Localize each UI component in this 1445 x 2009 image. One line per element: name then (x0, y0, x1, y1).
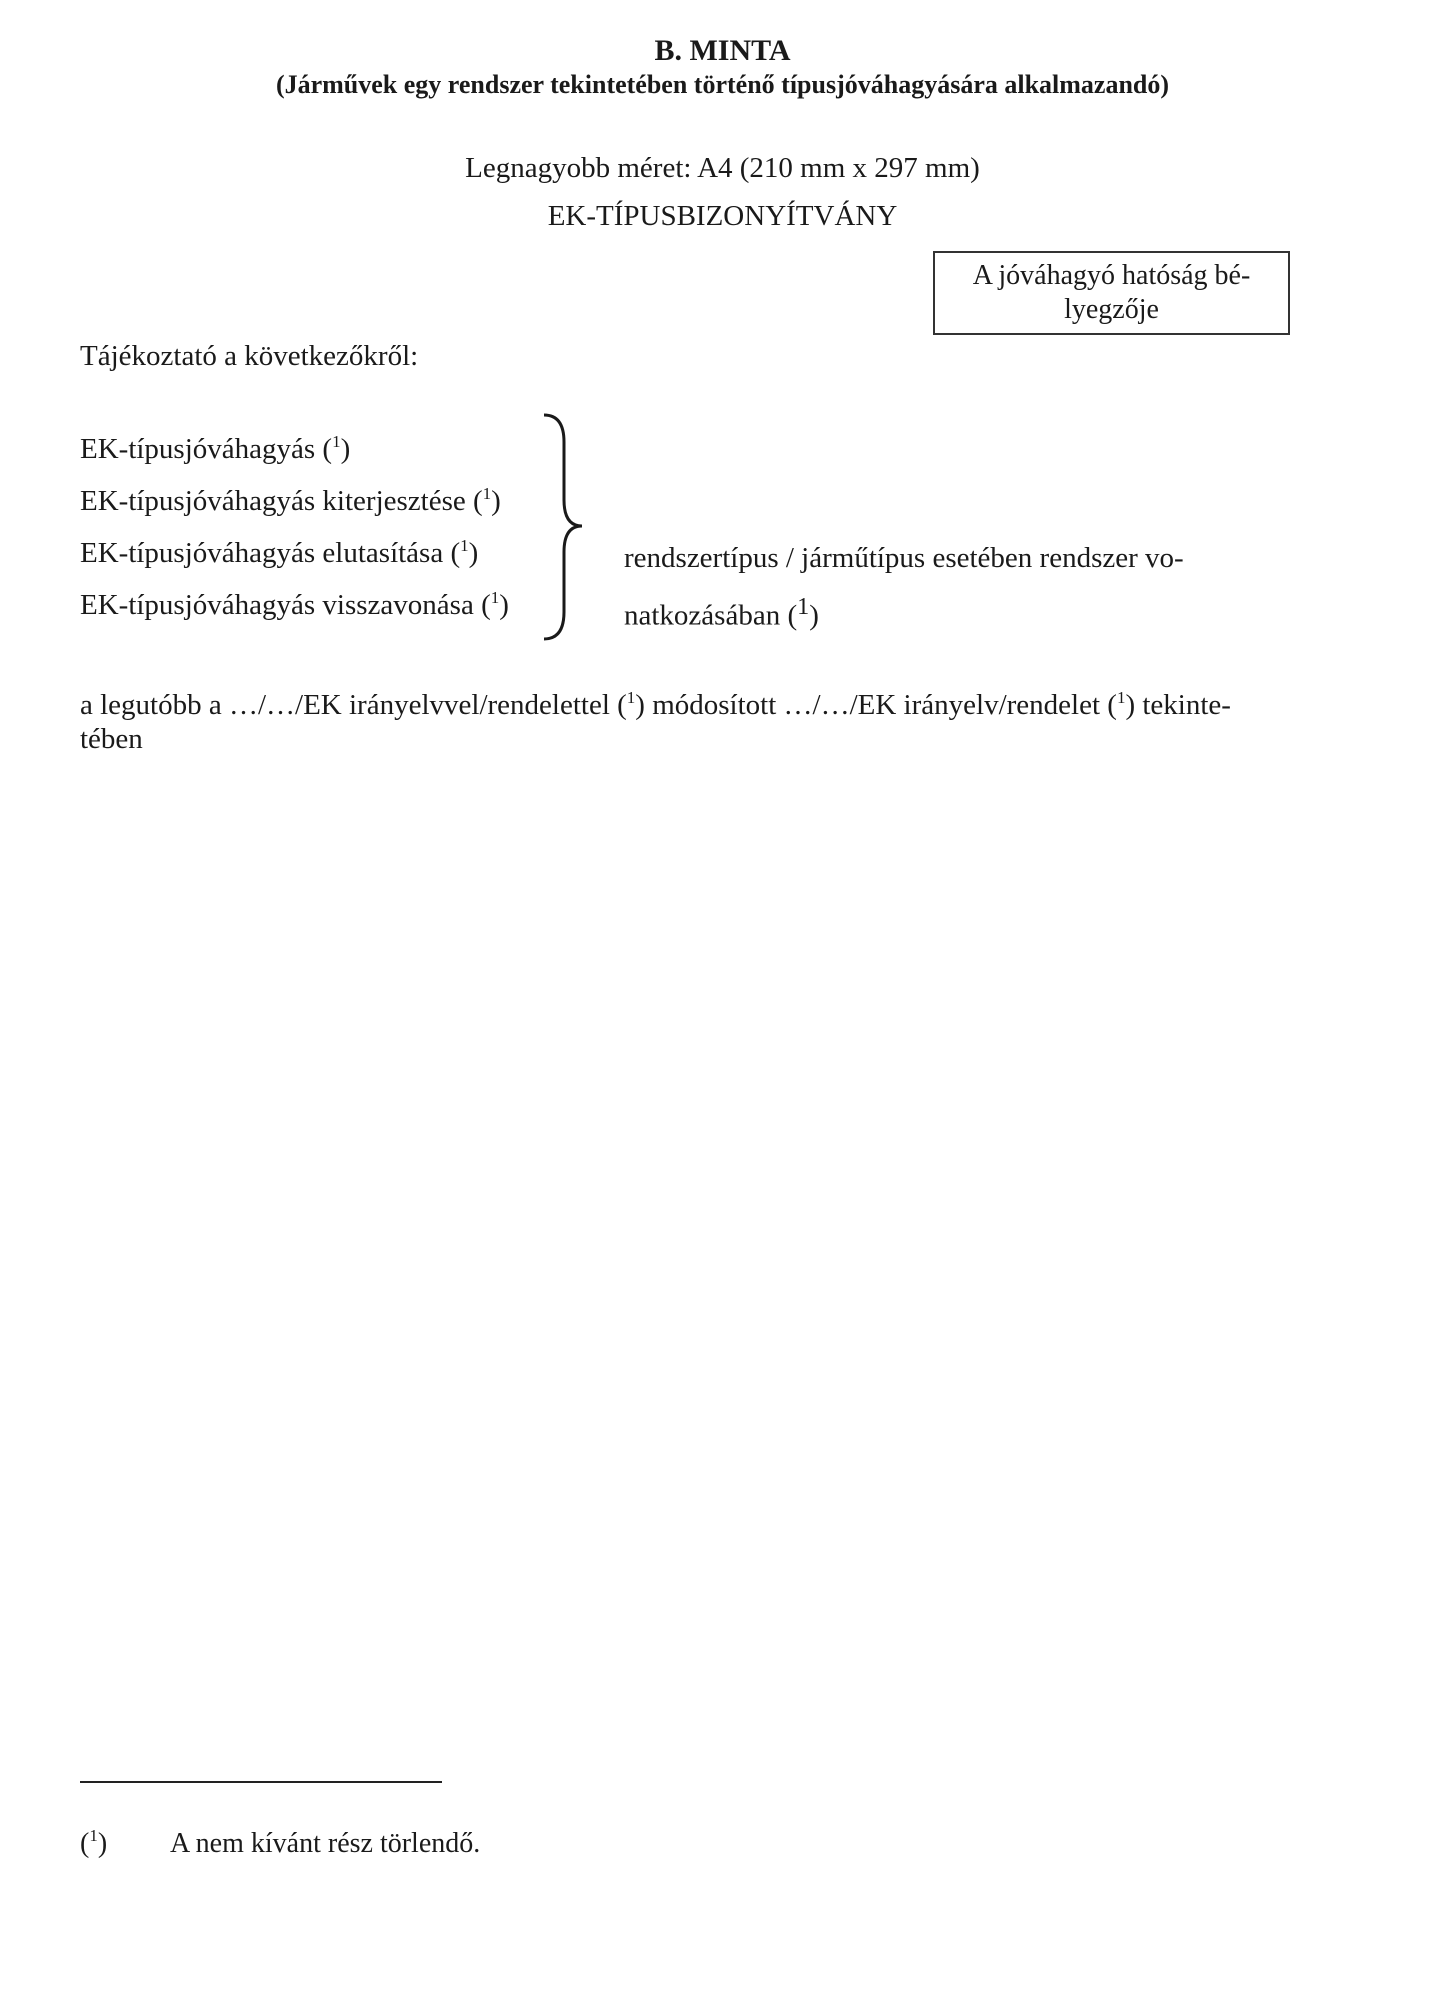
option-extension: EK-típusjóváhagyás kiterjesztése ($^1$) (80, 484, 501, 517)
directive-note-part-1: a legutóbb a …/…/EK irányelvvel/rendelettel (80, 689, 610, 721)
option-label: EK-típusjóváhagyás visszavonása (80, 589, 474, 621)
footnote-ref: 1 (490, 588, 500, 607)
directive-note-part-2: módosított …/…/EK irányelv/rendelet (652, 689, 1101, 721)
footnote-separator (80, 1781, 442, 1783)
stamp-box-line-1: A jóváhagyó hatóság bé- (972, 260, 1251, 291)
option-label: EK-típusjóváhagyás kiterjesztése (80, 485, 466, 517)
footnote-ref: 1 (1116, 688, 1126, 707)
authority-stamp-box (933, 251, 1290, 335)
applies-to-line-1: rendszertípus / járműtípus esetében rendszer vo- (624, 542, 1184, 574)
applies-to-line-2: natkozásában ($^1$) (624, 593, 819, 632)
option-approval: EK-típusjóváhagyás ($^1$) (80, 432, 351, 465)
footnote-ref: 1 (626, 688, 636, 707)
footnote-ref: 1 (332, 432, 341, 451)
option-label: EK-típusjóváhagyás (80, 433, 316, 465)
intro-line: Tájékoztató a következőkről: (80, 340, 419, 372)
option-label: EK-típusjóváhagyás elutasítása (80, 537, 444, 569)
directive-note-part-3: tekinte- (1142, 689, 1231, 721)
option-refusal: EK-típusjóváhagyás elutasítása ($^1$) (80, 536, 479, 569)
max-size-line: Legnagyobb méret: A4 (210 mm x 297 mm) (465, 152, 980, 184)
stamp-box-line-2: lyegzője (1064, 294, 1159, 325)
footnote-number: 1 (89, 1826, 98, 1845)
footnote-marker: ($^1$) (80, 1826, 108, 1859)
curly-brace (520, 412, 590, 642)
footnote-ref: 1 (460, 536, 469, 555)
option-withdrawal: EK-típusjóváhagyás visszavonása ($^1$) (80, 588, 509, 621)
directive-note-line-1: a legutóbb a …/…/EK irányelvvel/rendelettel ($^1$) módosított …/…/EK irányelv/rendelet ($^1$) tekinte- (80, 688, 1231, 721)
footnote-ref: 1 (482, 484, 492, 503)
applies-to-text: natkozásában (624, 599, 781, 632)
document-title: B. MINTA (654, 34, 791, 67)
footnote-text: A nem kívánt rész törlendő. (170, 1828, 481, 1859)
certificate-name: EK-TÍPUSBIZONYÍTVÁNY (547, 200, 898, 232)
footnote-ref: 1 (797, 593, 810, 620)
document-subtitle: (Járművek egy rendszer tekintetében történő típusjóváhagyására alkalmazandó) (275, 70, 1170, 99)
directive-note-line-2: tében (80, 723, 143, 755)
